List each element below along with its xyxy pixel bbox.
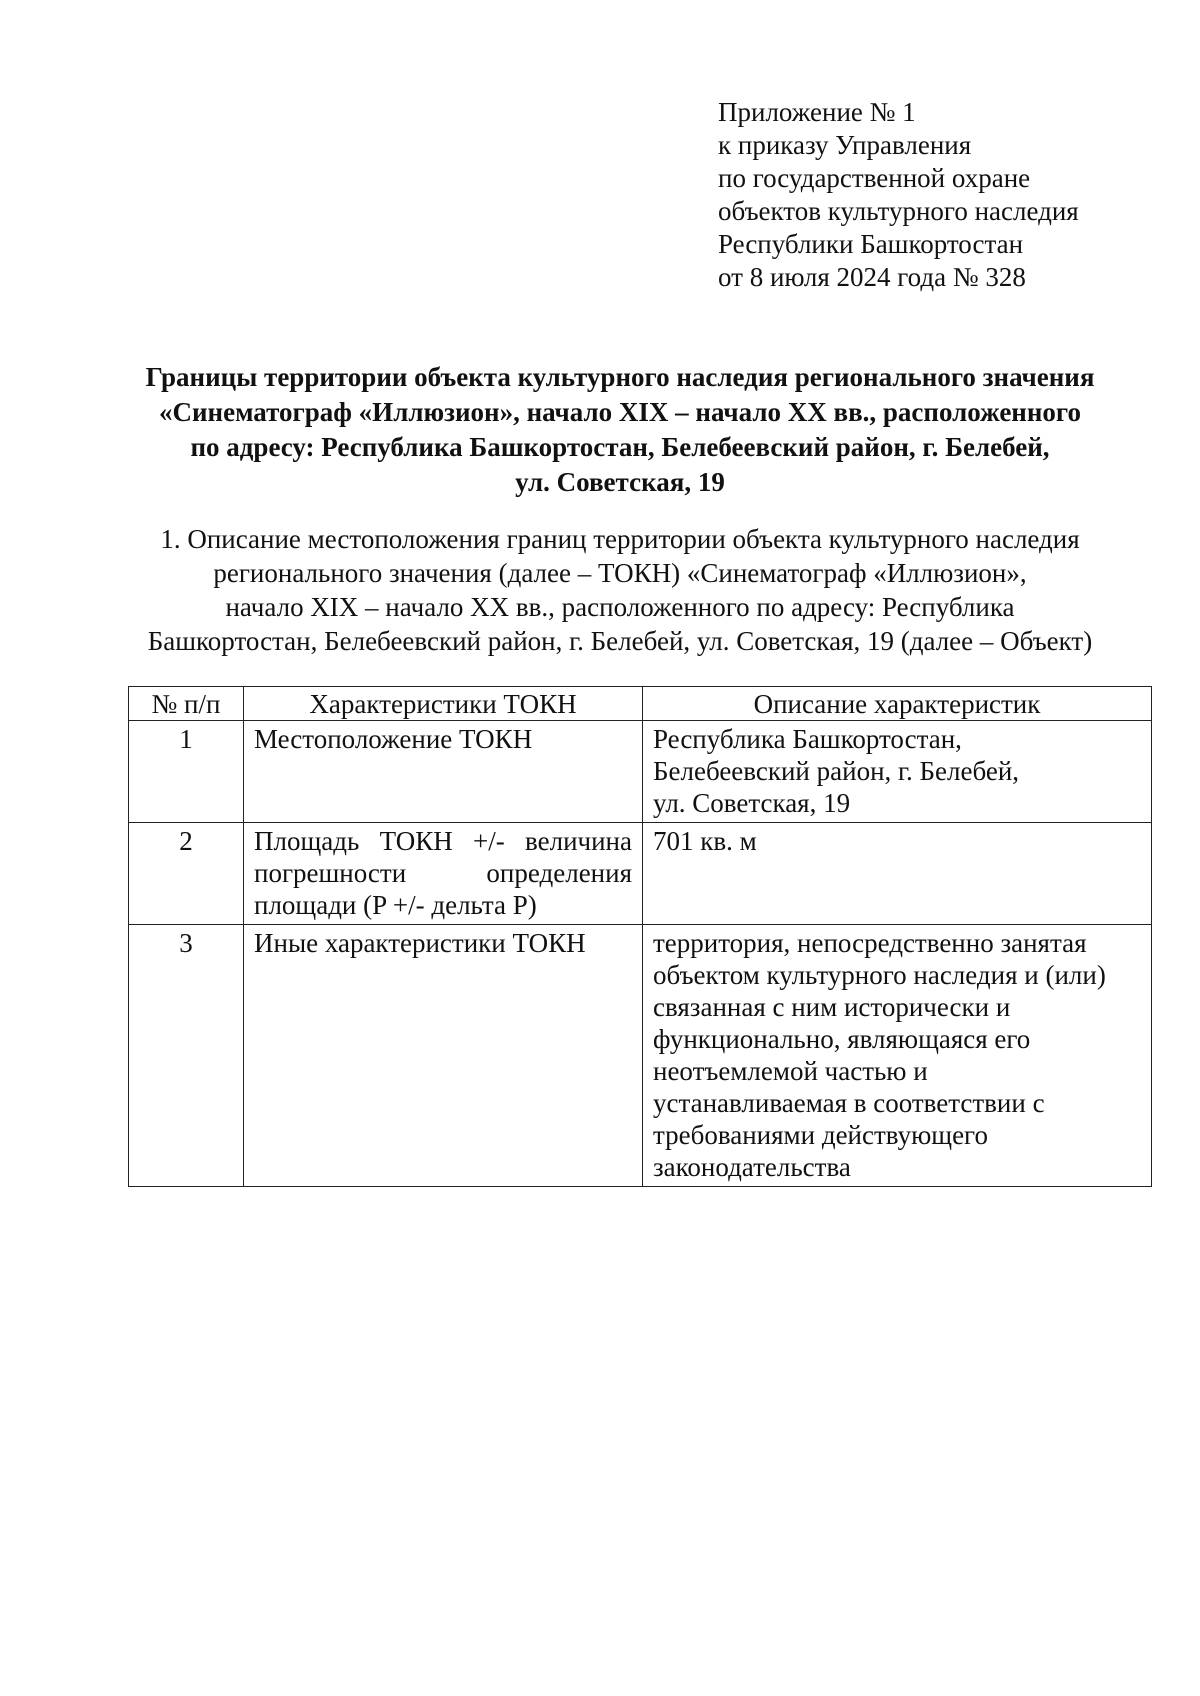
- section-line: Башкортостан, Белебеевский район, г. Белебей, ул. Советская, 19 (далее – Объект): [147, 626, 1093, 656]
- header-number: № п/п: [129, 687, 244, 721]
- cell-line: объектом культурного наследия и (или): [653, 960, 1106, 990]
- row-number: 1: [129, 721, 244, 823]
- cell-line: законодательства: [653, 1152, 851, 1182]
- title-line: «Синематограф «Иллюзион», начало XIX – начало XX вв., расположенного: [158, 397, 1082, 427]
- title-line: Границы территории объекта культурного наследия регионального значения: [145, 362, 1095, 392]
- cell-line: погрешности определения: [254, 858, 632, 888]
- row-description: [643, 823, 1152, 925]
- cell-line: требованиями действующего: [653, 1120, 988, 1150]
- header-description: Описание характеристик: [643, 687, 1152, 721]
- section-line: регионального значения (далее – ТОКН) «Синематограф «Иллюзион»,: [213, 558, 1027, 588]
- cell-line: территория, непосредственно занятая: [653, 928, 1087, 958]
- document-title: [100, 360, 1140, 500]
- cell-line: Местоположение ТОКН: [254, 724, 533, 754]
- cell-line: Белебеевский район, г. Белебей,: [653, 756, 1020, 786]
- table-header-row: [129, 687, 1152, 721]
- cell-line: Республика Башкортостан,: [653, 724, 962, 754]
- appendix-line: от 8 июля 2024 года № 328: [718, 262, 1026, 292]
- title-line: ул. Советская, 19: [515, 467, 725, 497]
- cell-line: функционально, являющаяся его: [653, 1024, 1031, 1054]
- appendix-line: объектов культурного наследия: [718, 196, 1079, 226]
- characteristics-table: [128, 686, 1152, 1187]
- cell-line: площади (P +/- дельта P): [254, 890, 537, 920]
- cell-line: неотъемлемой частью и: [653, 1056, 928, 1086]
- row-number: 2: [129, 823, 244, 925]
- section-heading: [100, 522, 1140, 658]
- table-row: [129, 925, 1152, 1187]
- table-row: [129, 823, 1152, 925]
- appendix-line: по государственной охране: [718, 163, 1031, 193]
- cell-line: Площадь ТОКН +/- величина: [254, 826, 632, 856]
- cell-line: ул. Советская, 19: [653, 788, 851, 818]
- row-number: 3: [129, 925, 244, 1187]
- row-description: [643, 721, 1152, 823]
- cell-line: 701 кв. м: [653, 826, 757, 856]
- appendix-block: [718, 96, 1158, 294]
- cell-line: связанная с ним исторически и: [653, 992, 1011, 1022]
- cell-line: Иные характеристики ТОКН: [254, 928, 586, 958]
- row-characteristic: [244, 823, 643, 925]
- appendix-line: Приложение № 1: [718, 97, 916, 127]
- section-line: начало XIX – начало XX вв., расположенного по адресу: Республика: [225, 592, 1015, 622]
- header-characteristic: Характеристики ТОКН: [244, 687, 643, 721]
- appendix-line: Республики Башкортостан: [718, 229, 1024, 259]
- table-row: [129, 721, 1152, 823]
- row-characteristic: [244, 925, 643, 1187]
- appendix-line: к приказу Управления: [718, 130, 972, 160]
- title-line: по адресу: Республика Башкортостан, Белебеевский район, г. Белебей,: [190, 432, 1050, 462]
- row-characteristic: [244, 721, 643, 823]
- row-description: [643, 925, 1152, 1187]
- cell-line: устанавливаемая в соответствии с: [653, 1088, 1045, 1118]
- section-line: 1. Описание местоположения границ территории объекта культурного наследия: [160, 524, 1080, 554]
